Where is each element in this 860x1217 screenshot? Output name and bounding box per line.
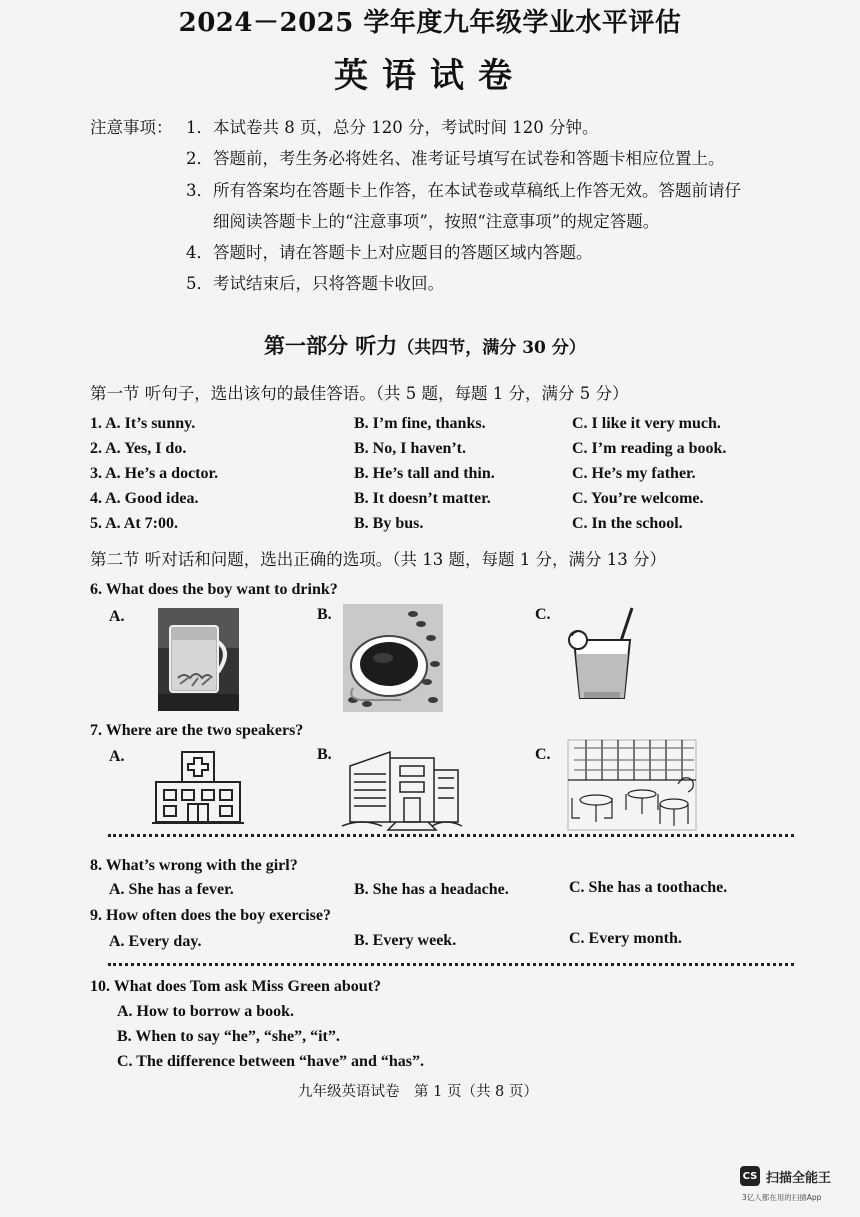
hospital-icon	[152, 746, 244, 826]
q8-option-c: C. She has a toothache.	[569, 879, 728, 896]
q7-label-a: A.	[109, 748, 125, 765]
q9-question: 9. How often does the boy exercise?	[90, 907, 331, 924]
q2-option-b: B. No, I haven’t.	[354, 440, 467, 457]
q8-question: 8. What’s wrong with the girl?	[90, 857, 298, 874]
q7-label-b: B.	[317, 746, 332, 763]
q8-option-a: A. She has a fever.	[109, 881, 234, 898]
q3-option-c: C. He’s my father.	[572, 465, 696, 482]
q6-question: 6. What does the boy want to drink?	[90, 581, 338, 598]
watermark-tagline: 3亿人都在用的扫描App	[742, 1193, 822, 1202]
q9-option-c: C. Every month.	[569, 930, 682, 947]
part1-note: （共四节，满分 30 分）	[397, 338, 586, 358]
q6-label-b: B.	[317, 606, 332, 623]
q5-option-b: B. By bus.	[354, 515, 424, 532]
notice-item-1: 1．本试卷共 8 页，总分 120 分，考试时间 120 分钟。	[186, 118, 599, 137]
library-building-icon	[340, 746, 464, 832]
q3-option-a: 3. A. He’s a doctor.	[90, 465, 219, 482]
q4-option-b: B. It doesn’t matter.	[354, 490, 491, 507]
q3-option-b: B. He’s tall and thin.	[354, 465, 495, 482]
restaurant-interior-icon	[566, 738, 698, 832]
notice-item-3: 3．所有答案均在答题卡上作答，在本试卷或草稿纸上作答无效。答题前请仔	[186, 181, 741, 200]
exam-subject-title: 英语试卷	[334, 56, 526, 96]
notice-item-2: 2．答题前，考生务必将姓名、准考证号填写在试卷和答题卡相应位置上。	[186, 149, 725, 168]
juice-glass-image	[568, 606, 642, 702]
q10-question: 10. What does Tom ask Miss Green about?	[90, 978, 382, 995]
q9-option-a: A. Every day.	[109, 933, 202, 950]
page-footer: 九年级英语试卷 第 1 页（共 8 页）	[298, 1084, 538, 1100]
notice-item-4: 4．答题时，请在答题卡上对应题目的答题区域内答题。	[186, 243, 593, 262]
tea-glass-image	[158, 608, 239, 711]
section1-title: 第一节 听句子，选出该句的最佳答语。（共 5 题，每题 1 分，满分 5 分）	[90, 384, 629, 403]
camscanner-logo-icon: CS	[740, 1166, 760, 1186]
q6-label-a: A.	[109, 608, 125, 625]
part1-title: 第一部分 听力	[264, 333, 398, 358]
q8-option-b: B. She has a headache.	[354, 881, 509, 898]
section2-title: 第二节 听对话和问题，选出正确的选项。（共 13 题，每题 1 分，满分 13 分）	[90, 550, 666, 569]
notice-label: 注意事项：	[90, 118, 173, 137]
q9-option-b: B. Every week.	[354, 932, 457, 949]
notice-item-5: 5．考试结束后，只将答题卡收回。	[186, 274, 444, 293]
exam-year-title: 2024－2025 学年度九年级学业水平评估	[178, 8, 682, 38]
section-divider-1	[108, 834, 794, 837]
q1-option-a: 1. A. It’s sunny.	[90, 415, 196, 432]
q2-option-a: 2. A. Yes, I do.	[90, 440, 187, 457]
q7-label-c: C.	[535, 746, 551, 763]
coffee-cup-image	[343, 604, 443, 712]
q5-option-c: C. In the school.	[572, 515, 683, 532]
q10-option-a: A. How to borrow a book.	[117, 1003, 295, 1020]
q10-option-c: C. The difference between “have” and “has”.	[117, 1053, 424, 1070]
q6-label-c: C.	[535, 606, 551, 623]
scanner-watermark	[740, 1166, 831, 1186]
q5-option-a: 5. A. At 7:00.	[90, 515, 178, 532]
q1-option-b: B. I’m fine, thanks.	[354, 415, 486, 432]
q7-question: 7. Where are the two speakers?	[90, 722, 304, 739]
q2-option-c: C. I’m reading a book.	[572, 440, 727, 457]
q1-option-c: C. I like it very much.	[572, 415, 721, 432]
q10-option-b: B. When to say “he”, “she”, “it”.	[117, 1028, 340, 1045]
q4-option-a: 4. A. Good idea.	[90, 490, 199, 507]
section-divider-2	[108, 963, 794, 966]
part1-heading	[264, 330, 586, 360]
q4-option-c: C. You’re welcome.	[572, 490, 704, 507]
watermark-brand: 扫描全能王	[766, 1170, 832, 1186]
notice-item-3-cont: 细阅读答题卡上的“注意事项”，按照“注意事项”的规定答题。	[213, 212, 660, 231]
